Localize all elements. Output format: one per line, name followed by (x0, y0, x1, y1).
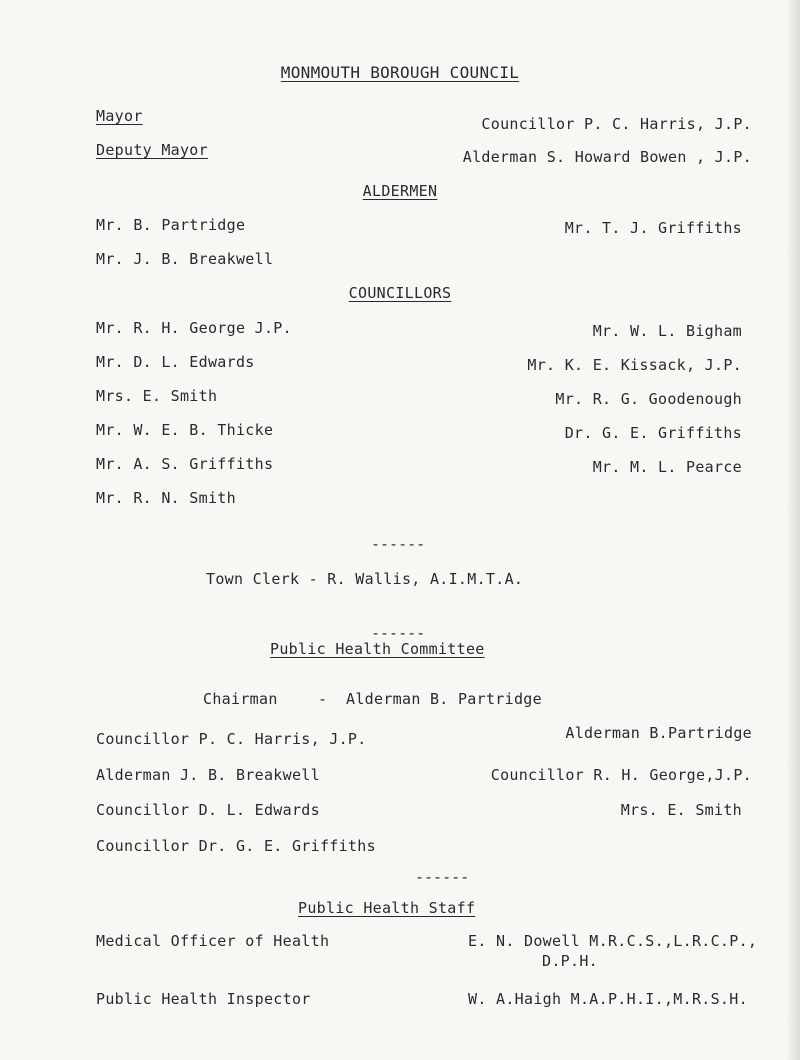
committee-right-3: Mrs. E. Smith (620, 801, 742, 819)
councillor-left-2: Mr. D. L. Edwards (96, 353, 255, 371)
councillor-left-4: Mr. W. E. B. Thicke (96, 421, 274, 439)
moh-label: Medical Officer of Health (96, 932, 330, 950)
alderman-left-2: Mr. J. B. Breakwell (96, 250, 274, 268)
committee-left-4: Councillor Dr. G. E. Griffiths (96, 837, 376, 855)
alderman-left-1: Mr. B. Partridge (96, 216, 246, 234)
committee-left-1: Councillor P. C. Harris, J.P. (96, 730, 367, 748)
document-title: MONMOUTH BOROUGH COUNCIL (280, 63, 520, 82)
councillor-left-3: Mrs. E. Smith (96, 387, 218, 405)
deputy-mayor-label: Deputy Mayor (96, 141, 208, 159)
separator-2: ------ (371, 624, 426, 642)
committee-left-3: Councillor D. L. Edwards (96, 801, 320, 819)
moh-name-line1: E. N. Dowell M.R.C.S.,L.R.C.P., (468, 932, 758, 950)
councillor-right-2: Mr. K. E. Kissack, J.P. (527, 356, 742, 374)
councillor-right-1: Mr. W. L. Bigham (592, 322, 742, 340)
councillor-left-5: Mr. A. S. Griffiths (96, 455, 274, 473)
page-edge-shadow (786, 0, 800, 1060)
moh-name-line2: D.P.H. (542, 952, 598, 970)
committee-right-1: Alderman B.Partridge (565, 724, 752, 742)
councillors-heading: COUNCILLORS (348, 284, 452, 302)
councillor-left-6: Mr. R. N. Smith (96, 489, 236, 507)
mayor-label: Mayor (96, 107, 143, 125)
separator-1: ------ (371, 535, 426, 553)
committee-heading: Public Health Committee (270, 640, 485, 658)
committee-right-2: Councillor R. H. George,J.P. (490, 766, 752, 784)
councillor-left-1: Mr. R. H. George J.P. (96, 319, 292, 337)
mayor-name: Councillor P. C. Harris, J.P. (481, 115, 752, 133)
staff-heading: Public Health Staff (298, 899, 476, 917)
chairman-dash: - (318, 690, 328, 708)
committee-left-2: Alderman J. B. Breakwell (96, 766, 320, 784)
alderman-right-1: Mr. T. J. Griffiths (564, 219, 742, 237)
councillor-right-5: Mr. M. L. Pearce (592, 458, 742, 476)
phi-name: W. A.Haigh M.A.P.H.I.,M.R.S.H. (468, 990, 748, 1008)
town-clerk: Town Clerk - R. Wallis, A.I.M.T.A. (206, 570, 524, 588)
councillor-right-4: Dr. G. E. Griffiths (564, 424, 742, 442)
deputy-mayor-name: Alderman S. Howard Bowen , J.P. (462, 148, 752, 166)
aldermen-heading: ALDERMEN (362, 182, 438, 200)
separator-3: ------ (415, 868, 470, 886)
phi-label: Public Health Inspector (96, 990, 311, 1008)
chairman-label: Chairman (203, 690, 278, 708)
chairman-name: Alderman B. Partridge (346, 690, 542, 708)
councillor-right-3: Mr. R. G. Goodenough (555, 390, 742, 408)
